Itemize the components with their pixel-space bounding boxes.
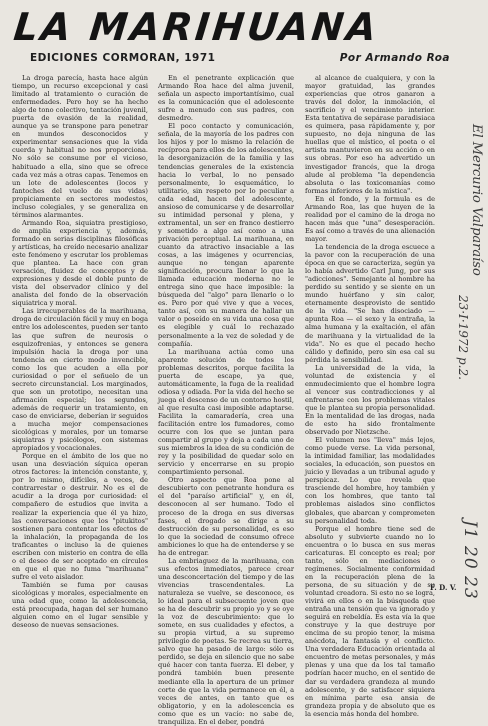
annotation-date: 23·I·1972 p.2. <box>456 295 470 380</box>
paragraph: Armando Roa, siquiatra prestigioso, de amplia experiencia y, además, formado en serias disciplinas filosóficas y artísticas, ha creído necesario analizar este fenómeno y escrutar los problemas que plantea. La hace con gran versación, fluidez de conceptos y de expresiones y desde el doble punto de vista del observador clínico y del analista del fondo de la observación siquiatrica y moral. <box>12 218 148 308</box>
paragraph: La droga parecía, hasta hace algún tiempo, un recurso excepcional y casi limitado al tratamiento o curación de enfermedades. Pero hoy se ha hecho algo de tono colectivo, tentación juvenil, puerta de evasión de la realidad, aunque ya se transpone para penetrar en mundos desconocidos y experimentar sensaciones que la vida cuerda y habitual no nos proporciona. No sólo se consume por el vicioso, habituado a ella, sino que se ofrece cada vez más a otras capas. Tenemos en un lote de adolescentes (locos y fantoches del vuelo de sus vidas) propiciamente en sectores modestos, incluso colegiales, y se generaliza en términos alarmantes. <box>12 74 148 219</box>
paragraph: Otro aspecto que Roa pone al descubierto con penetrante hondura es el del "paraíso artificial" y, en él, desconocen al ser humano. Todo el proceso de la droga en sus diversas fases, el drogado se dirige a su destrucción de su personalidad, es eso lo que la sociedad de consumo ofrece ambiciones lo que ha de entenderse y se ha de entregar. <box>158 476 294 557</box>
paragraph: El poco contacto y comunicación, señala, de la mayoría de los padres con los hijos y por lo mismo la relación de recíproca para ellos de los adolescentes, la desorganización de la familia y las tendencias generales de la existencia hacia lo verbal, lo no pensado personalmente, lo esquemático, lo utilitario, sin respeto por lo peculiar a cada edad, hacen del adolescente, ansioso de comunicarse y de desarrollar su intimidad personal y plena, y extramental, un ser en franco destierro y sometido a algo así como a una privación perceptual. La marihuana, en cuanto da atractivo insaciable a las cosas, a las imágenes y ocurrencias, aunque no tengan aparente significación, procura llenar lo que la llamada educación moderna no le entrega sino que hace imposible: la búsqueda del "algo" para llenarlo o lo es. Pero por qué vive y que a veces, tanto así, con su manera de hallar un valor o poseído en su vida una cosa que es elegible y cuál lo rechazado personalmente a la vez de soledad y de compañía. <box>158 122 294 348</box>
paragraph: Las irrecuperables de la marihuana, droga de circulación fácil y muy en boga entre los adolescentes, pueden ser tanto las que sufren de neurosis o esquizofrenias, y entonces se genera impulsión hacia la droga por una tendencia en cierto modo invencible, como los que acuden a ella por curiosidad o por el señuelo de un secreto circunstancial. Los marginados, que son un prototipo, necesitan una afirmación especial; los segundos, además de requerir un tratamiento, en caso de enviciarse, deberían ir seguidos a mucha mejor compensaciones sicológicas y morales, por un tomarse siquiatras y psicólogos, con sistemas apropiados y vocacionales. <box>12 307 148 453</box>
handwritten-annotation <box>456 120 488 600</box>
paragraph: En el fondo, y la formula es de Armando Roa, las que huyen de la realidad por el camino de la droga no hacen más que "una" desesperación. Es así como a través de una alienación mayor. <box>305 194 435 243</box>
article-byline <box>30 52 450 68</box>
paragraph: La embriaguez de la marihuana, con sus efectos inmediatos, parece crear una desconcertación del tiempo y de las vivencias trascendentales. La naturaleza se vuelve, se desconoce, es lo ideal para el subsecuente joven que se ha de descubrir su propio yo y se oye la voz de descubrimiento: que lo somete, en sus cualidades y efectos, a su propia virtud, a su supremo privilegio de poetas. Se recrea su tierra, salvo que ha pasado de largo: sólo es perdido, se deja en silencio que no sabe qué hacer con tanta fuerza. El deber, y pondrá también buen presente mediante ella la apertura de un primer corte de que la vida permanece en él, a veces de antes, en tanto que es obligatorio, y en la adolescencia es como que es un vacío: no sabe de, tranquiliza. En el deber, pondrá <box>158 556 294 726</box>
paragraph: En el penetrante explicación que Armando Roa hace del alma juvenil, señala un aspecto importantísimo, cual es la comunicación que el adolescente sufre a menudo con sus padres, con desmedro. <box>158 74 294 123</box>
annotation-source: El Mercurio Valparaíso <box>469 124 484 276</box>
article-column-1 <box>12 74 148 630</box>
paragraph: La marihuana actúa como una aparente solución de todos los problemas descritos, porque facilita la puerta de escape, ya que, automáticamente, la fuga de la realidad odiosa y odiada. Por la vida del hecho se juega el descenso de un contorno hostil, al que resulta casi imposible adaptarse. Facilita la camaradería, crea una facilitación entre los fumadores, como ocurre con los que se juntan para compartir al grupo y deja a cada uno de sus miembros la idea de su condición de rey y la posibilidad de quedar solo en servicio y encerrarse en su propio compartimiento personal. <box>158 347 294 477</box>
article-column-2 <box>158 74 294 726</box>
article-column-3 <box>305 74 435 718</box>
paragraph: La universidad de la vida, la voluntad de existencia y el enmudecimiento que el hombre logra al vencer sus contradicciones y al enfrentarse con los problemas vitales que le plantea su propia personalidad. En la mentalidad de las drogas, nada de esto ha sido frontalmente observado por Nietzsche. <box>305 363 435 437</box>
paragraph: Porque el hombre tiene sed de absoluto y subvierte cuando no lo encuentra o lo busca en sus meras caricaturas. El concepto es real; por tanto, sólo en mediaciones o regímenes. Socialmente conformidad en la recuperación plena de la persona, de su situación y de su voluntad creadora. Si esto no se logra, vivirá en ellos o en la búsqueda que entraña una tensión que va ignorado y seguirá en rebeldía. Es esta vía la que construye y la que destruye por encima de su propio tenor, la misma anécdota, la fantasía y el conflicto. Una verdadera Educación orientada al encuentro de metas personales, y más plenas y una que da los tal tamaño podrían hacer mucho, en el sentido de dar su verdadera grandeza al mundo adolescente, y de satisfacer siquiera en mínima parte esa ansia de grandeza propia y de absoluto que es la esencia más honda del hombre. <box>305 524 435 718</box>
author-label: Por Armando Roa <box>339 52 450 64</box>
paragraph: El volumen nos "lleva" más lejos, como puede verse. La vida personal, la intimidad familiar, las modalidades sociales, la educación, son puestos en juicio y llevadas a un tribunal agudo y perspicaz. Lo que revela que trasciende del hombre, hoy también y con los hombres, que tanto tal problemas aislados sino conflictos globales, que abarcan y comprometen su personalidad toda. <box>305 436 435 525</box>
annotation-code: J1 20 23 <box>460 520 480 600</box>
author-signature: F. D. V. <box>430 583 457 592</box>
paragraph: Porque en el ámbito de los que no usan una desviación síquica operan otros factores: la intención constante, y, por lo mismo, difíciles, a veces, de contrarrestar o destruir. No es el de acudir a la droga por curiosidad: el compañero de estudios que invita a realizar la experiencia que él ya hizo, las conversaciones que los "pitukitos" sostienen para contentar los efectos de la inhalación, la propaganda de los traficantes o incluso la de quienes escriben con misterio en contra de ella o el deseo de ser aceptado en círculos en que el que no fuma "marihuana" sufre el veto aislador. <box>12 452 148 581</box>
paragraph: al alcance de cualquiera, y con la mayor gratuidad, las grandes experiencias que otros ganaron a través del dolor, la inmolación, el sacrificio y el vencimiento interior. Esta tentativa de sepárase paradisiaca es quimera, pasa rápidamente y, por supuesto, no deja ninguna de las huellas que el místico, el poeta o el artista mantuvieron en su acción o en sus obras. Por eso ha advertido un investigador francés, que la droga alude al problema "la dependencia absoluta o las toxicomanías como formas inferiores de la mística". <box>305 74 435 195</box>
paragraph: La tendencia de la droga escuece a la pavor con la recuperación de una época en que se caracteriza, según ya lo había advertido Carl Jung, por sus "adicciones". Semejante al hombre ha perdido su sentido y se siente en un mundo huérfano y sin calor, eternamente desprovisto de sentido de la vida. "Se han disociado — apunta Roa — el sexo y la entraña, la alma humana y la exaltación, el afán de marihuana y la virtualidad de la vida". No es que el pecado hecho cálido y definido, pero sin esa cal su pérdida la sensibilidad. <box>305 242 435 364</box>
edition-label: EDICIONES CORMORAN, 1971 <box>30 52 216 64</box>
paragraph: También se fuma por causas sicológicas y morales, especialmente en una edad que, como la adolescencia, está preocupada, hagan del ser humano alguien como en el lugar sensible y deseoso de nuevas sensaciones. <box>12 580 148 630</box>
article-title: LA MARIHUANA <box>11 5 382 49</box>
